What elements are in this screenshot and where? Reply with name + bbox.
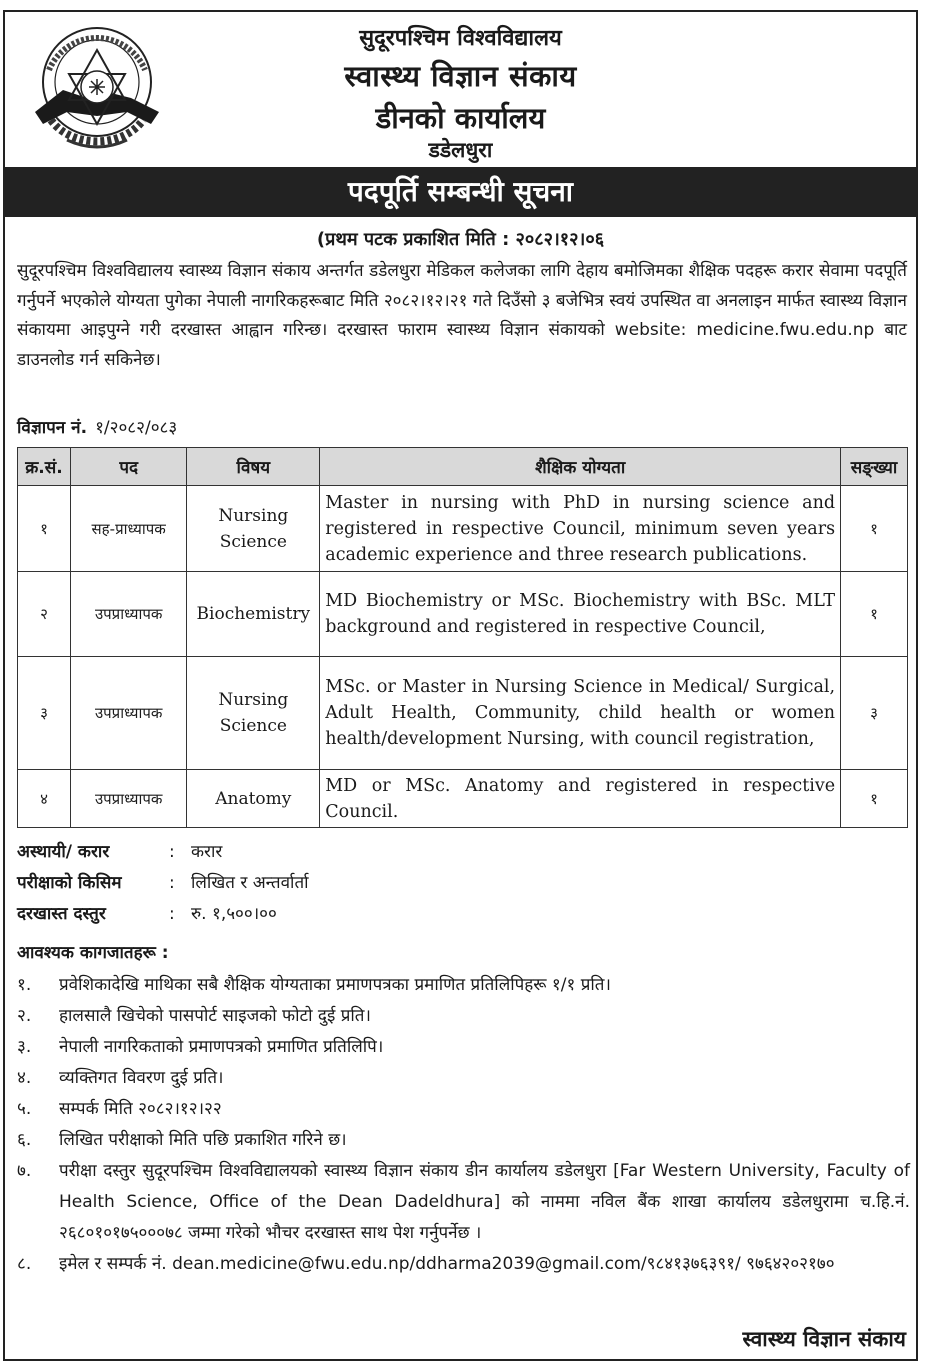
cell-qualification: MD Biochemistry or MSc. Biochemistry with BSc. MLT background and registered in respective Council, — [320, 572, 841, 657]
publication-date: (प्रथम पटक प्रकाशित मिति : २०८२।१२।०६ — [316, 229, 605, 250]
cell-serial: ३ — [18, 657, 71, 770]
cell-post: सह-प्राध्यापक — [70, 486, 186, 572]
list-item — [17, 1125, 910, 1156]
list-item-text: परीक्षा दस्तुर सुदूरपश्चिम विश्वविद्यालयको स्वास्थ्य विज्ञान संकाय डीन कार्यालय डडेलधुरा [Far Western University, Faculty of Health Science, Office of the Dean Dadeldhura] को नाममा नविल बैंक शाखा कार्यालय डडेलधुरामा च.हि.नं. २६८०१०१७५०००७८ जम्मा गरेको भौचर दरखास्त साथ पेश गर्नुपर्नेछ । — [59, 1161, 910, 1243]
header-qualification: शैक्षिक योग्यता — [320, 448, 841, 486]
term-value: लिखित र अन्तर्वार्ता — [191, 873, 309, 893]
advertisement-value: १/२०८२/०८३ — [95, 418, 178, 438]
cell-serial: ४ — [18, 770, 71, 828]
term-value: करार — [191, 842, 223, 862]
list-item-number: ८. — [17, 1254, 32, 1274]
term-exam-type — [17, 868, 309, 899]
list-item — [17, 1094, 910, 1125]
advertisement-number — [17, 415, 177, 438]
university-name: सुदूरपश्चिम विश्वविद्यालय — [359, 26, 562, 51]
faculty-name: स्वास्थ्य विज्ञान संकाय — [344, 59, 577, 93]
cell-subject: Anatomy — [187, 770, 320, 828]
list-item-text: हालसालै खिचेको पासपोर्ट साइजको फोटो दुई प्रति। — [59, 1006, 371, 1026]
list-item-number: १. — [17, 975, 32, 995]
documents-list — [17, 970, 910, 1280]
table-row — [18, 657, 908, 770]
list-item-text: नेपाली नागरिकताको प्रमाणपत्रको प्रमाणित प्रतिलिपि। — [59, 1037, 384, 1057]
header-count: सङ्ख्या — [841, 448, 908, 486]
cell-serial: १ — [18, 486, 71, 572]
cell-subject: Biochemistry — [187, 572, 320, 657]
cell-count: ३ — [841, 657, 908, 770]
list-item-text: इमेल र सम्पर्क नं. dean.medicine@fwu.edu.np/ddharma2039@gmail.com/९८४१३७६३९१/ ९७६४२०२१७० — [59, 1254, 835, 1274]
notice-header — [5, 12, 916, 167]
list-item-text: लिखित परीक्षाको मिति पछि प्रकाशित गरिने छ। — [59, 1130, 347, 1150]
vacancy-table — [17, 447, 908, 828]
term-separator: : — [169, 904, 175, 924]
notice-title: पदपूर्ति सम्बन्धी सूचना — [347, 175, 574, 208]
notice-frame — [3, 10, 918, 1361]
term-application-fee — [17, 899, 309, 930]
list-item — [17, 1001, 910, 1032]
cell-qualification: Master in nursing with PhD in nursing science and registered in respective Council, minimum seven years academic experience and three research publications. — [320, 486, 841, 572]
term-label: दरखास्त दस्तुर — [17, 904, 106, 924]
header-post: पद — [70, 448, 186, 486]
list-item — [17, 1249, 910, 1280]
list-item-number: ३. — [17, 1037, 32, 1057]
list-item-number: ६. — [17, 1130, 32, 1150]
cell-post: उपप्राध्यापक — [70, 572, 186, 657]
term-separator: : — [169, 842, 175, 862]
signature-faculty: स्वास्थ्य विज्ञान संकाय — [742, 1327, 906, 1351]
cell-post: उपप्राध्यापक — [70, 657, 186, 770]
list-item — [17, 1063, 910, 1094]
list-item-number: ५. — [17, 1099, 32, 1119]
table-header-row — [18, 448, 908, 486]
table-row — [18, 572, 908, 657]
term-label: अस्थायी/ करार — [17, 842, 110, 862]
term-employment-type — [17, 837, 309, 868]
table-row — [18, 770, 908, 828]
cell-post: उपप्राध्यापक — [70, 770, 186, 828]
cell-serial: २ — [18, 572, 71, 657]
cell-count: १ — [841, 572, 908, 657]
list-item-number: २. — [17, 1006, 32, 1026]
documents-title: आवश्यक कागजातहरू : — [17, 943, 169, 963]
list-item-text: व्यक्तिगत विवरण दुई प्रति। — [59, 1068, 224, 1088]
cell-qualification: MSc. or Master in Nursing Science in Medical/ Surgical, Adult Health, Community, child health or women health/development Nursing, with council registration, — [320, 657, 841, 770]
cell-subject: Nursing Science — [187, 486, 320, 572]
header-serial: क्र.सं. — [18, 448, 71, 486]
header-subject: विषय — [187, 448, 320, 486]
terms-list — [17, 837, 309, 930]
cell-subject: Nursing Science — [187, 657, 320, 770]
table-row — [18, 486, 908, 572]
term-separator: : — [169, 873, 175, 893]
location: डडेलधुरा — [428, 138, 493, 162]
notice-title-banner — [5, 167, 916, 217]
cell-qualification: MD or MSc. Anatomy and registered in respective Council. — [320, 770, 841, 828]
list-item — [17, 970, 910, 1001]
term-label: परीक्षाको किसिम — [17, 873, 122, 893]
intro-paragraph: सुदूरपश्चिम विश्वविद्यालय स्वास्थ्य विज्ञान संकाय अन्तर्गत डडेलधुरा मेडिकल कलेजका लागि देहाय बमोजिमका शैक्षिक पदहरू करार सेवामा पदपूर्ति गर्नुपर्ने भएकोले योग्यता पुगेका नेपाली नागरिकहरूबाट मिति २०८२।१२।२१ गते दिउँसो ३ बजेभित्र स्वयं उपस्थित वा अनलाइन मार्फत स्वास्थ्य विज्ञान संकायमा आइपुग्ने गरी दरखास्त आह्वान गरिन्छ। दरखास्त फाराम स्वास्थ्य विज्ञान संकायको website: medicine.fwu.edu.np बाट डाउनलोड गर्न सकिनेछ। — [17, 261, 907, 370]
list-item — [17, 1032, 910, 1063]
list-item-number: ७. — [17, 1161, 32, 1181]
cell-count: १ — [841, 770, 908, 828]
list-item-text: सम्पर्क मिति २०८२।१२।२२ — [59, 1099, 222, 1119]
advertisement-label: विज्ञापन नं. — [17, 418, 88, 438]
cell-count: १ — [841, 486, 908, 572]
term-value: रु. १,५००।०० — [191, 904, 277, 924]
list-item-text: प्रवेशिकादेखि माथिका सबै शैक्षिक योग्यताका प्रमाणपत्रका प्रमाणित प्रतिलिपिहरू १/१ प्रति। — [59, 975, 611, 995]
list-item-number: ४. — [17, 1068, 32, 1088]
list-item — [17, 1156, 910, 1249]
office-name: डीनको कार्यालय — [375, 101, 546, 135]
